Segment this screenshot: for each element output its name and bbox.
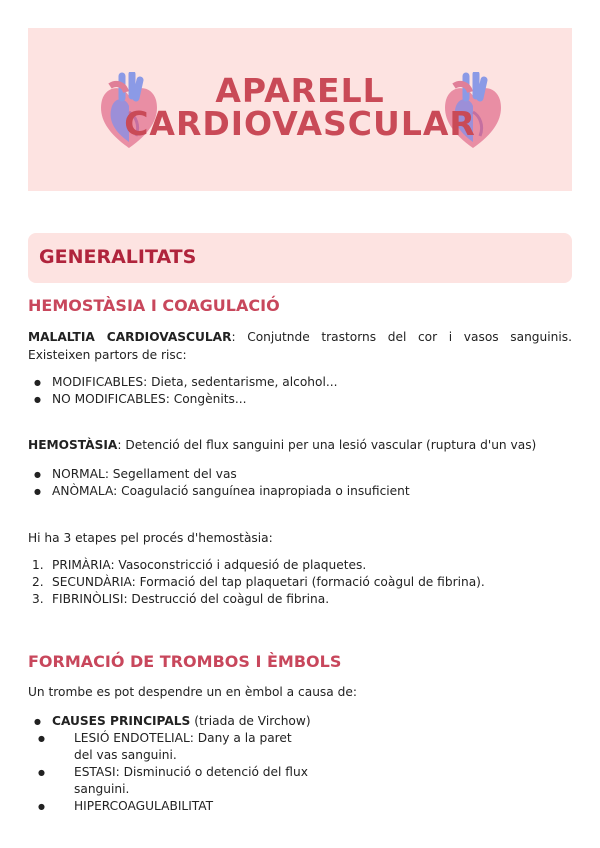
text-causes-note: (triada de Virchow) — [190, 714, 311, 728]
sublist-item: ● HIPERCOAGULABILITAT — [32, 798, 311, 815]
list-item: ● ANÒMALA: Coagulació sanguínea inapropiada o insuficient — [28, 483, 410, 500]
page-title-line2: CARDIOVASCULAR — [124, 104, 476, 143]
list-item — [28, 574, 485, 591]
list-item — [28, 557, 485, 574]
risk-factors-list — [28, 374, 338, 408]
causes-list — [28, 713, 311, 813]
list-item — [28, 591, 485, 608]
list-item — [28, 713, 311, 813]
page-title — [28, 71, 572, 143]
list-text: FIBRINÒLISI: Destrucció del coàgul de fibrina. — [52, 592, 330, 606]
section-title: GENERALITATS — [39, 246, 197, 268]
etapes-list — [28, 557, 485, 608]
list-number: 1. — [32, 558, 44, 572]
paragraph-etapes-intro: Hi ha 3 etapes pel procés d'hemostàsia: — [28, 531, 273, 545]
list-item: ● MODIFICABLES: Dieta, sedentarisme, alcohol... — [28, 374, 338, 391]
list-number: 3. — [32, 592, 44, 606]
list-number: 2. — [32, 575, 44, 589]
sublist-item: ● LESIÓ ENDOTELIAL: Dany a la paret del vas sanguini. — [32, 730, 311, 764]
term-hemostasia: HEMOSTÀSIA — [28, 438, 118, 452]
heading-trombos: FORMACIÓ DE TROMBOS I ÈMBOLS — [28, 652, 342, 671]
heading-hemostasia: HEMOSTÀSIA I COAGULACIÓ — [28, 296, 280, 315]
paragraph-malaltia — [28, 328, 572, 364]
list-item: ● NO MODIFICABLES: Congènits... — [28, 391, 338, 408]
list-text: SECUNDÀRIA: Formació del tap plaquetari (formació coàgul de fibrina). — [52, 575, 485, 589]
page-title-line1: APARELL — [215, 71, 385, 110]
hemostasia-types-list — [28, 466, 410, 500]
paragraph-hemostasia — [28, 436, 572, 454]
term-malaltia: MALALTIA CARDIOVASCULAR — [28, 330, 232, 344]
section-header — [28, 233, 572, 283]
list-item: ● NORMAL: Segellament del vas — [28, 466, 410, 483]
list-text: PRIMÀRIA: Vasoconstricció i adquesió de plaquetes. — [52, 558, 367, 572]
causes-sublist — [32, 730, 311, 815]
title-banner — [28, 28, 572, 191]
text-malaltia: : Conjutnde trastorns del cor i vasos sanguinis. Existeixen partors de risc: — [28, 330, 572, 362]
text-hemostasia: : Detenció del flux sanguini per una lesió vascular (ruptura d'un vas) — [117, 438, 537, 452]
paragraph-trombos-intro: Un trombe es pot despendre un en èmbol a causa de: — [28, 685, 357, 699]
term-causes: CAUSES PRINCIPALS — [52, 714, 191, 728]
sublist-item: ● ESTASI: Disminució o detenció del flux sanguini. — [32, 764, 311, 798]
